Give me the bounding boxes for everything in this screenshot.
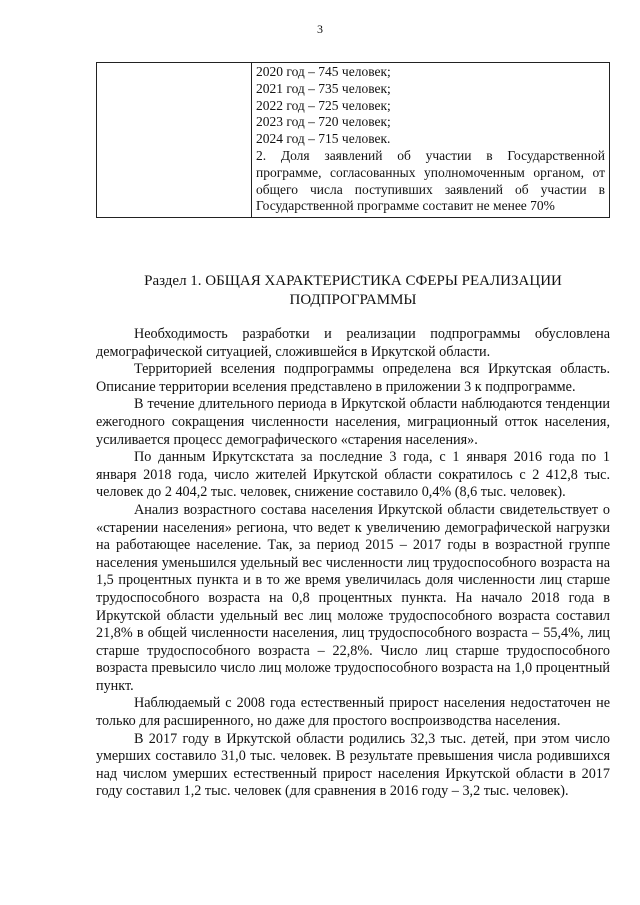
- paragraph: В 2017 году в Иркутской области родились 32,3 тыс. детей, при этом число умерших составило 31,0 тыс. человек. В результате превышения числа родившихся над числом умерших естественный прирост населения Иркутской области в 2017 году составил 1,2 тыс. человек (для сравнения в 2016 году – 3,2 тыс. человек).: [96, 730, 610, 800]
- indicator-line: 2022 год – 725 человек;: [256, 97, 391, 113]
- paragraph: По данным Иркутскстата за последние 3 года, с 1 января 2016 года по 1 января 2018 года, число жителей Иркутской области сократилось с 2 412,8 тыс. человек до 2 404,2 тыс. человек, снижение составило 0,4% (8,6 тыс. человек).: [96, 449, 610, 501]
- section-heading-line: Раздел 1. ОБЩАЯ ХАРАКТЕРИСТИКА СФЕРЫ РЕАЛИЗАЦИИ: [144, 273, 562, 289]
- indicator-item: 2. Доля заявлений об участии в Государственной программе, согласованных уполномоченным органом, от общего числа поступивших заявлений об участии в Государственной программе составит не менее 70%: [256, 147, 605, 214]
- section-heading-line: ПОДПРОГРАММЫ: [289, 292, 417, 308]
- indicator-line: 2021 год – 735 человек;: [256, 80, 391, 96]
- page-number: 3: [317, 22, 323, 36]
- indicator-line: 2023 год – 720 человек;: [256, 114, 391, 130]
- paragraph: В течение длительного периода в Иркутской области наблюдаются тенденции ежегодного сокращения численности населения, миграционный отток населения, усиливается процесс демографического «старения населения».: [96, 396, 610, 448]
- table-cell-right: [252, 63, 610, 218]
- indicator-line: 2020 год – 745 человек;: [256, 64, 391, 79]
- table-row: [97, 63, 610, 218]
- section-heading: [96, 272, 610, 310]
- indicator-line: 2024 год – 715 человек.: [256, 131, 391, 147]
- table-cell-left: [97, 63, 252, 218]
- paragraph: Территорией вселения подпрограммы определена вся Иркутская область. Описание территории вселения представлено в приложении 3 к подпрограмме.: [96, 361, 610, 395]
- paragraph: Необходимость разработки и реализации подпрограммы обусловлена демографической ситуацией, сложившейся в Иркутской области.: [96, 326, 610, 360]
- indicators-table: [96, 62, 610, 218]
- paragraph: Анализ возрастного состава населения Иркутской области свидетельствует о «старении населения» региона, что ведет к увеличению демографической нагрузки на работающее население. Так, за период 2015 – 2017 годы в возрастной группе населения уменьшился удельный вес численности лиц трудоспособного возраста на 1,5 процентных пункта и в то же время увеличилась доля численности лиц старше трудоспособного возраста на 0,8 процентных пункта. На начало 2018 года в Иркутской области удельный вес лиц моложе трудоспособного возраста составил 21,8% в общей численности населения, лиц трудоспособного возраста – 55,4%, лиц старше трудоспособного возраста – 22,8%. Число лиц старше трудоспособного возраста превысило число лиц моложе трудоспособного возраста на 1,0 процентный пункт.: [96, 501, 610, 694]
- body-text: [96, 326, 610, 801]
- paragraph: Наблюдаемый с 2008 года естественный прирост населения недостаточен не только для расширенного, но даже для простого воспроизводства населения.: [96, 695, 610, 730]
